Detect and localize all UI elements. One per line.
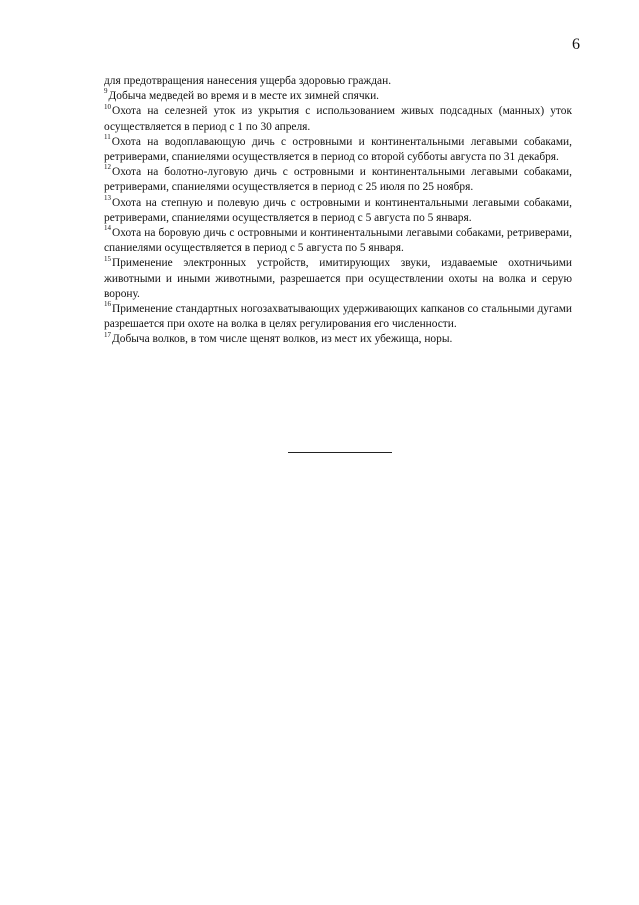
footnote-text: Охота на болотно-луговую дичь с островными и континентальными легавыми собаками, ретриверами, спаниелями осуществляется в период с 25 июля по 25 ноября. bbox=[104, 166, 572, 194]
footnote-mark: 12 bbox=[104, 163, 111, 172]
footnote-mark: 15 bbox=[104, 254, 111, 263]
footnote-14 bbox=[104, 226, 572, 256]
footnote-text: Добыча волков, в том числе щенят волков, из мест их убежища, норы. bbox=[112, 333, 453, 346]
page-number: 6 bbox=[572, 36, 580, 53]
footnote-16 bbox=[104, 302, 572, 332]
footnote-17 bbox=[104, 332, 572, 347]
footnote-mark: 16 bbox=[104, 300, 111, 309]
footnote-15 bbox=[104, 256, 572, 302]
end-divider-line bbox=[288, 452, 392, 453]
footnote-text: для предотвращения нанесения ущерба здоровью граждан. bbox=[104, 75, 392, 87]
footnote-10 bbox=[104, 104, 572, 134]
footnote-text: Добыча медведей во время и в месте их зимней спячки. bbox=[108, 90, 380, 103]
footnote-mark: 11 bbox=[104, 133, 111, 142]
footnote-text: Охота на водоплавающую дичь с островными и континентальными легавыми собаками, ретриверами, спаниелями осуществляется в период со второй субботы августа по 31 декабря. bbox=[104, 135, 572, 164]
footnote-text: Охота на селезней уток из укрытия с использованием живых подсадных (манных) уток осуществляется в период с 1 по 30 апреля. bbox=[104, 105, 572, 133]
footnote-mark: 9 bbox=[104, 87, 108, 96]
footnote-text: Применение стандартных ногозахватывающих удерживающих капканов со стальными дугами разрешается при охоте на волка в целях регулирования его численности. bbox=[104, 303, 572, 331]
footnote-mark: 17 bbox=[104, 330, 111, 339]
footnotes-list bbox=[104, 74, 572, 348]
footnote-11 bbox=[104, 135, 572, 165]
footnote-mark: 14 bbox=[104, 224, 111, 233]
footnote-text: Применение электронных устройств, имитирующих звуки, издаваемые охотничьими животными и иными животными, разрешается при осуществлении охоты на волка и серую ворону. bbox=[104, 257, 572, 300]
footnote-mark: 13 bbox=[104, 193, 111, 202]
footnote-continuation bbox=[104, 74, 572, 89]
footnote-9 bbox=[104, 89, 572, 104]
footnote-12 bbox=[104, 165, 572, 195]
footnote-13 bbox=[104, 193, 572, 226]
footnote-mark: 10 bbox=[104, 102, 111, 111]
footnote-text: Охота на боровую дичь с островными и континентальными легавыми собаками, ретриверами, спаниелями осуществляется в период с 5 августа по 5 января. bbox=[104, 227, 572, 255]
footnote-text: Охота на степную и полевую дичь с островными и континентальными легавыми собаками, ретриверами, спаниелями осуществляется в период с 5 августа по 5 января. bbox=[104, 196, 572, 224]
